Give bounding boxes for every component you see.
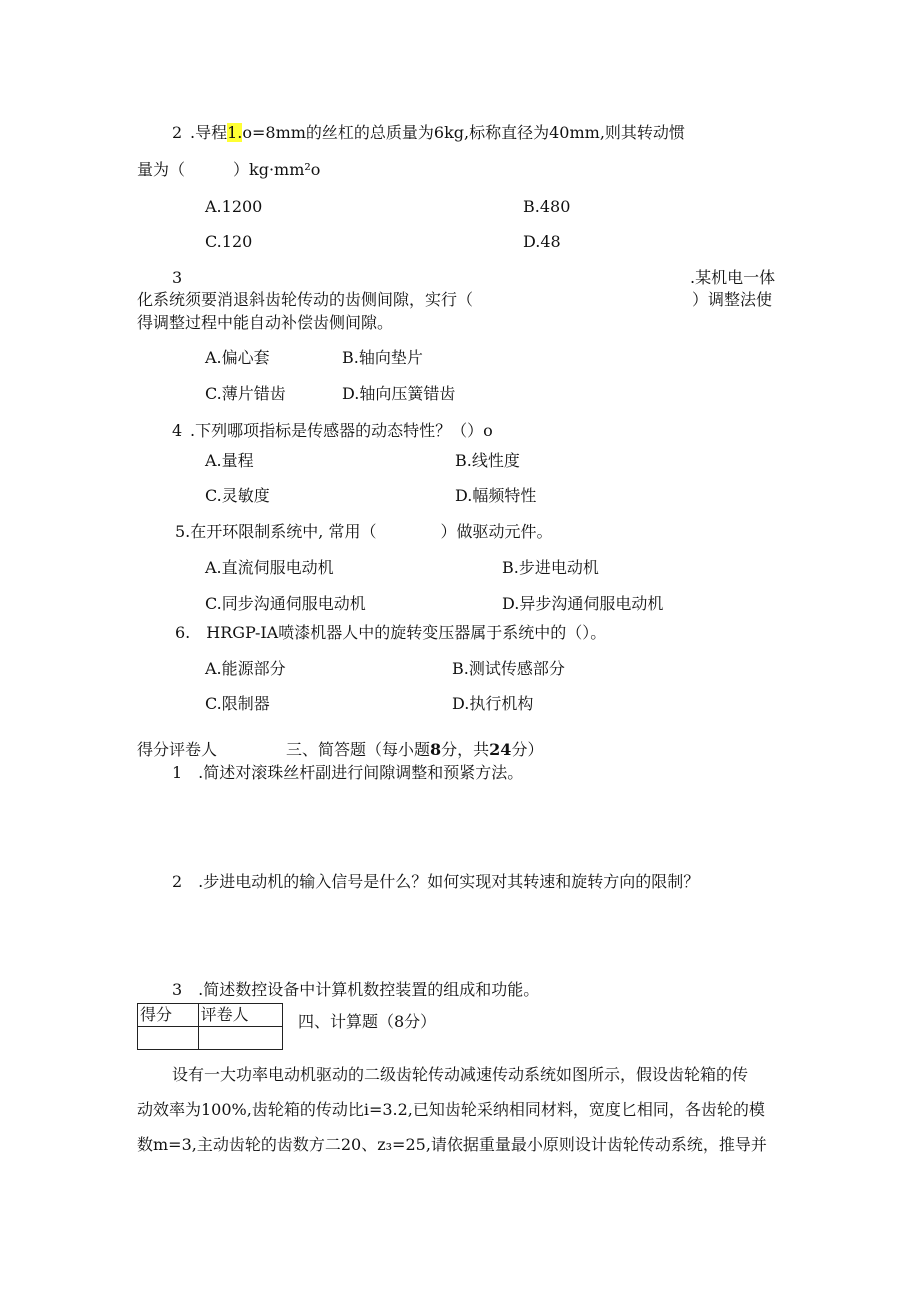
section3-question-2: 2 .步进电动机的输入信号是什么？如何实现对其转速和旋转方向的限制？ bbox=[172, 872, 700, 891]
score-table bbox=[137, 1003, 283, 1050]
q6-option-c: C.限制器 bbox=[205, 694, 270, 713]
section3-question-1: 1 .简述对滚珠丝杆副进行间隙调整和预紧方法。 bbox=[172, 763, 524, 782]
q2-number: 2 bbox=[172, 123, 183, 142]
q3-stem-line2a: 化系统须要消退斜齿轮传动的齿侧间隙，实行（ bbox=[137, 290, 474, 309]
section4-title: 四、计算题（8分） bbox=[298, 1012, 437, 1031]
q2-stem-line2: 量为（ ）kg·mm²o bbox=[137, 160, 321, 179]
q4-option-a: A.量程 bbox=[205, 451, 254, 470]
q6-stem: 6. HRGP-IA喷漆机器人中的旋转变压器属于系统中的（）。 bbox=[175, 623, 607, 642]
q5-option-a: A.直流伺服电动机 bbox=[205, 558, 334, 577]
q5-option-d: D.异步沟通伺服电动机 bbox=[502, 594, 664, 613]
q4-option-b: B.线性度 bbox=[455, 451, 520, 470]
q3-stem-line3: 得调整过程中能自动补偿齿侧间隙。 bbox=[137, 313, 394, 332]
grader-label: 评卷人 bbox=[198, 1004, 282, 1027]
section4-paragraph-line1: 设有一大功率电动机驱动的二级齿轮传动减速传动系统如图所示，假设齿轮箱的传 bbox=[172, 1065, 749, 1084]
section3-score-label: 得分评卷人 bbox=[137, 740, 218, 759]
q5-option-c: C.同步沟通伺服电动机 bbox=[205, 594, 366, 613]
q3-option-c: C.薄片错齿 bbox=[205, 384, 286, 403]
q2-option-c: C.120 bbox=[205, 232, 253, 251]
section3-title: 三、简答题（每小题8分，共24分） bbox=[286, 740, 544, 759]
q3-stem-line2b: ）调整法使 bbox=[692, 290, 773, 309]
score-cell bbox=[138, 1027, 199, 1050]
section3-question-3: 3 .简述数控设备中计算机数控装置的组成和功能。 bbox=[172, 980, 540, 999]
section4-paragraph-line3: 数m=3,主动齿轮的齿数方二20、z₃=25,请依据重量最小原则设计齿轮传动系统，推导并 bbox=[137, 1135, 767, 1154]
q4-number: 4 bbox=[172, 421, 183, 440]
q2-option-a: A.1200 bbox=[205, 197, 263, 216]
q3-option-a: A.偏心套 bbox=[205, 348, 270, 367]
q4-option-c: C.灵敏度 bbox=[205, 486, 270, 505]
q2-stem: .导程1.o=8mm的丝杠的总质量为6kg,标称直径为40mm,则其转动惯 bbox=[190, 123, 685, 142]
q6-option-b: B.测试传感部分 bbox=[452, 659, 565, 678]
q2-option-b: B.480 bbox=[523, 197, 571, 216]
q5-option-b: B.步进电动机 bbox=[502, 558, 599, 577]
score-label: 得分 bbox=[138, 1004, 199, 1027]
q3-stem-right: .某机电一体 bbox=[690, 268, 776, 287]
section4-paragraph-line2: 动效率为100%,齿轮箱的传动比i=3.2,已知齿轮采纳相同材料，宽度匕相同，各齿轮的模 bbox=[137, 1100, 765, 1119]
q3-option-d: D.轴向压簧错齿 bbox=[342, 384, 456, 403]
q4-stem: .下列哪项指标是传感器的动态特性？（）o bbox=[190, 421, 493, 440]
q3-option-b: B.轴向垫片 bbox=[342, 348, 423, 367]
q6-option-d: D.执行机构 bbox=[452, 694, 534, 713]
q2-option-d: D.48 bbox=[523, 232, 561, 251]
q3-number: 3 bbox=[172, 268, 183, 287]
q2-highlight: 1. bbox=[227, 123, 243, 142]
q4-option-d: D.幅频特性 bbox=[455, 486, 537, 505]
grader-cell bbox=[198, 1027, 282, 1050]
q5-stem: 5.在开环限制系统中, 常用（ ）做驱动元件。 bbox=[175, 522, 553, 541]
q6-option-a: A.能源部分 bbox=[205, 659, 286, 678]
